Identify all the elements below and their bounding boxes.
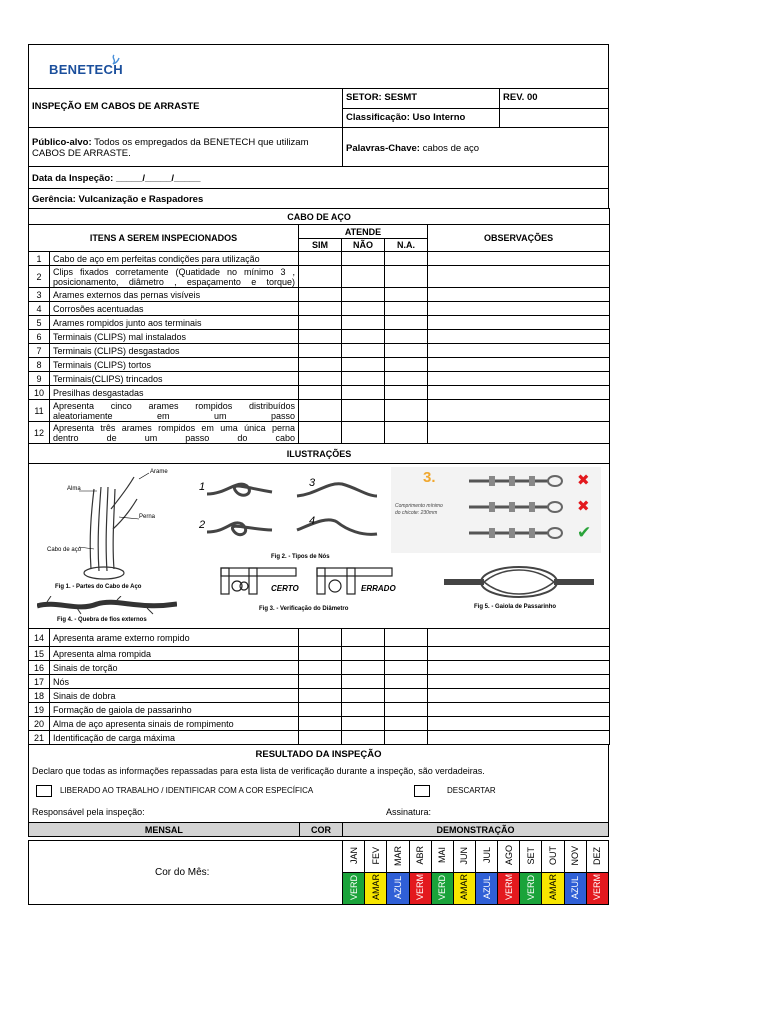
month-color-cell [387, 873, 409, 905]
na-check-cell[interactable] [385, 422, 428, 444]
nao-check-cell[interactable] [342, 703, 385, 717]
month-color-cell [476, 873, 498, 905]
checklist-row [29, 703, 610, 717]
svg-text:3: 3 [309, 477, 316, 489]
nao-check-cell[interactable] [342, 629, 385, 647]
nao-check-cell[interactable] [342, 372, 385, 386]
nao-check-cell[interactable] [342, 266, 385, 288]
sim-check-cell[interactable] [299, 330, 342, 344]
month-color-cell [564, 873, 586, 905]
liberado-label: LIBERADO AO TRABALHO / IDENTIFICAR COM A COR ESPECÍFICA [60, 786, 314, 795]
na-check-cell[interactable] [385, 302, 428, 316]
month-cell [343, 841, 365, 873]
nao-check-cell[interactable] [342, 386, 385, 400]
sim-check-cell[interactable] [299, 422, 342, 444]
observacoes-cell[interactable] [428, 372, 610, 386]
fig4-caption: Fig 4. - Quebra de fios externos [57, 617, 147, 623]
na-check-cell[interactable] [385, 330, 428, 344]
month-color-cell [431, 873, 453, 905]
sim-check-cell[interactable] [299, 372, 342, 386]
item-text: Apresenta arame externo rompido [50, 629, 299, 647]
observacoes-cell[interactable] [428, 344, 610, 358]
observacoes-cell[interactable] [428, 689, 610, 703]
sim-check-cell[interactable] [299, 288, 342, 302]
na-check-cell[interactable] [385, 266, 428, 288]
checklist-body-2 [29, 629, 610, 745]
item-number: 19 [29, 703, 50, 717]
item-text: Identificação de carga máxima [50, 731, 299, 745]
fig1-caption: Fig 1. - Partes do Cabo de Aço [55, 584, 142, 590]
observacoes-cell[interactable] [428, 316, 610, 330]
item-number: 14 [29, 629, 50, 647]
item-number: 2 [29, 266, 50, 288]
responsavel-label: Responsável pela inspeção: [32, 807, 145, 817]
month-color-cell [365, 873, 387, 905]
observacoes-cell[interactable] [428, 330, 610, 344]
checklist-body-1 [29, 252, 610, 444]
svg-text:1: 1 [199, 481, 206, 493]
assinatura-label: Assinatura: [386, 807, 432, 817]
caliper-certo-label: CERTO [271, 584, 299, 593]
checklist-row [29, 372, 610, 386]
knots-illustration [197, 474, 382, 554]
sim-check-cell[interactable] [299, 731, 342, 745]
logo-mark-icon [108, 54, 120, 68]
observacoes-cell[interactable] [428, 288, 610, 302]
item-number: 8 [29, 358, 50, 372]
month-color-label: VERD [525, 874, 536, 900]
month-label: NOV [570, 845, 581, 866]
observacoes-cell[interactable] [428, 703, 610, 717]
month-color-label: AZUL [570, 875, 581, 899]
month-label: JUL [481, 847, 492, 864]
month-color-label: AZUL [393, 875, 403, 899]
checklist-row [29, 266, 610, 288]
palavras-text: cabos de aço [422, 143, 480, 154]
na-check-cell[interactable] [385, 288, 428, 302]
fig1-cabo-label: Cabo de aço [47, 547, 82, 553]
nao-check-cell[interactable] [342, 675, 385, 689]
month-label: JAN [348, 846, 359, 864]
item-text: Corrosões acentuadas [50, 302, 299, 316]
fig2-caption: Fig 2. - Tipos de Nós [271, 554, 330, 560]
nao-check-cell[interactable] [342, 252, 385, 266]
month-color-cell [498, 873, 520, 905]
month-color-label: VERD [437, 874, 448, 900]
observacoes-cell[interactable] [428, 629, 610, 647]
descartar-checkbox[interactable] [414, 785, 430, 797]
publico-label: Público-alvo: [32, 137, 92, 148]
checklist-row [29, 400, 610, 422]
cor-do-mes-label: Cor do Mês: [155, 867, 210, 878]
na-check-cell[interactable] [385, 647, 428, 661]
rev-label: REV. 00 [499, 88, 609, 109]
broken-wires-illustration [37, 596, 177, 616]
sim-check-cell[interactable] [299, 689, 342, 703]
col-header-nao: NÃO [342, 239, 385, 252]
item-text: Terminais (CLIPS) tortos [50, 358, 299, 372]
na-check-cell[interactable] [385, 316, 428, 330]
illustrations-panel [29, 464, 610, 629]
month-color-label: VERM [415, 874, 426, 901]
checklist-row [29, 302, 610, 316]
item-number: 4 [29, 302, 50, 316]
month-color-label: VERM [592, 874, 603, 901]
item-number: 21 [29, 731, 50, 745]
item-number: 12 [29, 422, 50, 444]
checklist-row [29, 316, 610, 330]
observacoes-cell[interactable] [428, 400, 610, 422]
month-cell [476, 841, 498, 873]
svg-text:4: 4 [309, 515, 316, 527]
clip-note-line1: Comprimento mínimo [395, 503, 443, 509]
publico-text: Todos os empregados da BENETECH que utilizam CABOS DE ARRASTE. [32, 137, 309, 159]
month-cell [520, 841, 542, 873]
palavras-label: Palavras-Chave: [346, 143, 420, 154]
month-label: JUN [459, 846, 470, 865]
month-label: ABR [415, 846, 426, 865]
month-cell [453, 841, 475, 873]
checklist-row [29, 661, 610, 675]
col-header-atende: ATENDE [299, 225, 428, 239]
clips-illustration [391, 467, 601, 553]
svg-text:2: 2 [199, 519, 206, 531]
item-text: Formação de gaiola de passarinho [50, 703, 299, 717]
item-text: Apresenta alma rompida [50, 647, 299, 661]
item-number: 15 [29, 647, 50, 661]
sim-check-cell[interactable] [299, 344, 342, 358]
col-header-na: N.A. [385, 239, 428, 252]
na-check-cell[interactable] [385, 358, 428, 372]
item-number: 9 [29, 372, 50, 386]
checklist-row [29, 647, 610, 661]
month-label: AGO [503, 845, 514, 866]
fig1-perna-label: Perna [139, 514, 156, 520]
observacoes-cell[interactable] [428, 386, 610, 400]
month-cell [564, 841, 586, 873]
sim-check-cell[interactable] [299, 703, 342, 717]
checklist-row [29, 675, 610, 689]
na-check-cell[interactable] [385, 731, 428, 745]
col-header-items: ITENS A SEREM INSPECIONADOS [29, 225, 299, 252]
na-check-cell[interactable] [385, 689, 428, 703]
sim-check-cell[interactable] [299, 316, 342, 330]
observacoes-cell[interactable] [428, 675, 610, 689]
item-number: 5 [29, 316, 50, 330]
item-text: Terminais(CLIPS) trincados [50, 372, 299, 386]
nao-check-cell[interactable] [342, 302, 385, 316]
sim-check-cell[interactable] [299, 266, 342, 288]
month-color-label: AMAR [370, 874, 381, 901]
month-color-cell [453, 873, 475, 905]
nao-check-cell[interactable] [342, 358, 385, 372]
month-color-label: AMAR [547, 874, 558, 901]
month-cell [365, 841, 387, 873]
na-check-cell[interactable] [385, 344, 428, 358]
form-header [28, 44, 609, 209]
month-color-label: AZUL [481, 875, 492, 899]
checklist-row [29, 344, 610, 358]
monthly-color-table [28, 822, 609, 837]
month-label: DEZ [592, 846, 603, 865]
na-check-cell[interactable] [385, 629, 428, 647]
nao-check-cell[interactable] [342, 647, 385, 661]
month-cell [542, 841, 564, 873]
sim-check-cell[interactable] [299, 386, 342, 400]
illustrations-title: ILUSTRAÇÕES [29, 444, 610, 464]
item-number: 18 [29, 689, 50, 703]
form-title: INSPEÇÃO EM CABOS DE ARRASTE [28, 88, 343, 128]
month-label: MAR [393, 845, 403, 866]
checklist-row [29, 252, 610, 266]
result-block [28, 745, 609, 822]
month-label: SET [525, 846, 536, 865]
checklist-table-1 [28, 208, 610, 745]
observacoes-cell[interactable] [428, 252, 610, 266]
month-cell [498, 841, 520, 873]
empty-cell [499, 108, 609, 128]
nao-check-cell[interactable] [342, 330, 385, 344]
na-check-cell[interactable] [385, 386, 428, 400]
section-title: CABO DE AÇO [29, 209, 610, 225]
inspection-form [28, 44, 609, 905]
item-number: 20 [29, 717, 50, 731]
gerencia-label: Gerência: Vulcanização e Raspadores [28, 188, 609, 209]
item-text: Terminais (CLIPS) desgastados [50, 344, 299, 358]
month-color-cell [409, 873, 431, 905]
item-number: 6 [29, 330, 50, 344]
month-color-cell [343, 873, 365, 905]
month-label: FEV [370, 846, 381, 865]
na-check-cell[interactable] [385, 252, 428, 266]
item-text: Sinais de torção [50, 661, 299, 675]
cor-do-mes-cell [29, 841, 343, 905]
nao-check-cell[interactable] [342, 731, 385, 745]
setor-label: SETOR: SESMT [342, 88, 500, 109]
item-number: 3 [29, 288, 50, 302]
sim-check-cell[interactable] [299, 252, 342, 266]
observacoes-cell[interactable] [428, 422, 610, 444]
na-check-cell[interactable] [385, 717, 428, 731]
liberado-checkbox[interactable] [36, 785, 52, 797]
publico-alvo [28, 127, 343, 167]
descartar-label: DESCARTAR [447, 786, 496, 795]
item-text: Arames externos das pernas visíveis [50, 288, 299, 302]
nao-check-cell[interactable] [342, 717, 385, 731]
checklist-row [29, 731, 610, 745]
check-mark-icon: ✔ [577, 523, 592, 542]
item-text: Alma de aço apresenta sinais de rompimento [50, 717, 299, 731]
sim-check-cell[interactable] [299, 358, 342, 372]
fig3-caption: Fig 3. - Verificação do Diâmetro [259, 606, 349, 612]
nao-check-cell[interactable] [342, 316, 385, 330]
observacoes-cell[interactable] [428, 731, 610, 745]
item-number: 1 [29, 252, 50, 266]
observacoes-cell[interactable] [428, 717, 610, 731]
na-check-cell[interactable] [385, 400, 428, 422]
checklist-row [29, 689, 610, 703]
item-text: Arames rompidos junto aos terminais [50, 316, 299, 330]
sim-check-cell[interactable] [299, 302, 342, 316]
fig1-arame-label: Arame [150, 469, 168, 475]
item-text: Apresenta cinco arames rompidos distribuídos aleatoriamente em um passo [50, 400, 299, 422]
nao-check-cell[interactable] [342, 344, 385, 358]
month-cell [586, 841, 608, 873]
wrong-mark-icon: ✖ [577, 498, 590, 515]
company-logo: BENETECH [49, 62, 123, 77]
observacoes-cell[interactable] [428, 358, 610, 372]
item-number: 16 [29, 661, 50, 675]
month-cell [387, 841, 409, 873]
sim-check-cell[interactable] [299, 717, 342, 731]
item-number: 11 [29, 400, 50, 422]
nao-check-cell[interactable] [342, 689, 385, 703]
declaration-text: Declaro que todas as informações repassadas para esta lista de verificação durante a inspeção, são verdadeiras. [32, 766, 485, 776]
fig5-caption: Fig 5. - Gaiola de Passarinho [474, 604, 557, 610]
clip-step-number: 3. [423, 469, 436, 486]
item-number: 10 [29, 386, 50, 400]
item-text: Nós [50, 675, 299, 689]
logo-cell [28, 44, 609, 89]
observacoes-cell[interactable] [428, 647, 610, 661]
result-title: RESULTADO DA INSPEÇÃO [255, 749, 382, 760]
sim-check-cell[interactable] [299, 661, 342, 675]
fig1-alma-label: Alma [67, 486, 81, 492]
caliper-errado-label: ERRADO [361, 584, 396, 593]
item-number: 17 [29, 675, 50, 689]
sim-check-cell[interactable] [299, 675, 342, 689]
sim-check-cell[interactable] [299, 629, 342, 647]
nao-check-cell[interactable] [342, 661, 385, 675]
classificacao-label: Classificação: Uso Interno [342, 108, 500, 128]
month-color-label: AMAR [459, 874, 470, 901]
item-text: Clips fixados corretamente (Quatidade no mínimo 3 , posicionamento, diâmetro , espaçamento e torque) [50, 266, 299, 288]
observacoes-cell[interactable] [428, 302, 610, 316]
month-label: MAI [437, 847, 448, 864]
checklist-row [29, 358, 610, 372]
col-demonstracao: DEMONSTRAÇÃO [343, 823, 609, 837]
checklist-row [29, 629, 610, 647]
sim-check-cell[interactable] [299, 400, 342, 422]
col-cor: COR [299, 823, 342, 837]
checklist-row [29, 717, 610, 731]
na-check-cell[interactable] [385, 372, 428, 386]
sim-check-cell[interactable] [299, 647, 342, 661]
observacoes-cell[interactable] [428, 266, 610, 288]
na-check-cell[interactable] [385, 703, 428, 717]
observacoes-cell[interactable] [428, 661, 610, 675]
item-text: Presilhas desgastadas [50, 386, 299, 400]
month-color-cell [520, 873, 542, 905]
item-text: Sinais de dobra [50, 689, 299, 703]
month-cell [409, 841, 431, 873]
month-label: OUT [547, 846, 558, 865]
month-cell [431, 841, 453, 873]
nao-check-cell[interactable] [342, 288, 385, 302]
col-header-sim: SIM [299, 239, 342, 252]
palavras-chave [342, 127, 609, 167]
cable-parts-illustration [39, 469, 189, 587]
item-text: Cabo de aço em perfeitas condições para utilização [50, 252, 299, 266]
month-color-cell [586, 873, 608, 905]
checklist-row [29, 288, 610, 302]
item-text: Apresenta três arames rompidos em uma única perna dentro de um passo do cabo [50, 422, 299, 444]
data-inspecao-field[interactable]: Data da Inspeção: _____/_____/_____ [28, 166, 609, 189]
month-color-cell [542, 873, 564, 905]
col-mensal: MENSAL [29, 823, 300, 837]
birdcage-illustration [444, 564, 594, 600]
item-number: 7 [29, 344, 50, 358]
nao-check-cell[interactable] [342, 422, 385, 444]
checklist-row [29, 422, 610, 444]
month-color-label: VERD [348, 874, 359, 900]
checklist-row [29, 330, 610, 344]
na-check-cell[interactable] [385, 675, 428, 689]
item-text: Terminais (CLIPS) mal instalados [50, 330, 299, 344]
clip-note-line2: do chicote: 230mm [395, 510, 438, 516]
month-color-label: VERM [503, 874, 514, 901]
checklist-row [29, 386, 610, 400]
na-check-cell[interactable] [385, 661, 428, 675]
month-colors-grid [28, 840, 609, 905]
nao-check-cell[interactable] [342, 400, 385, 422]
wrong-mark-icon: ✖ [577, 472, 590, 489]
col-header-observacoes: OBSERVAÇÕES [428, 225, 610, 252]
